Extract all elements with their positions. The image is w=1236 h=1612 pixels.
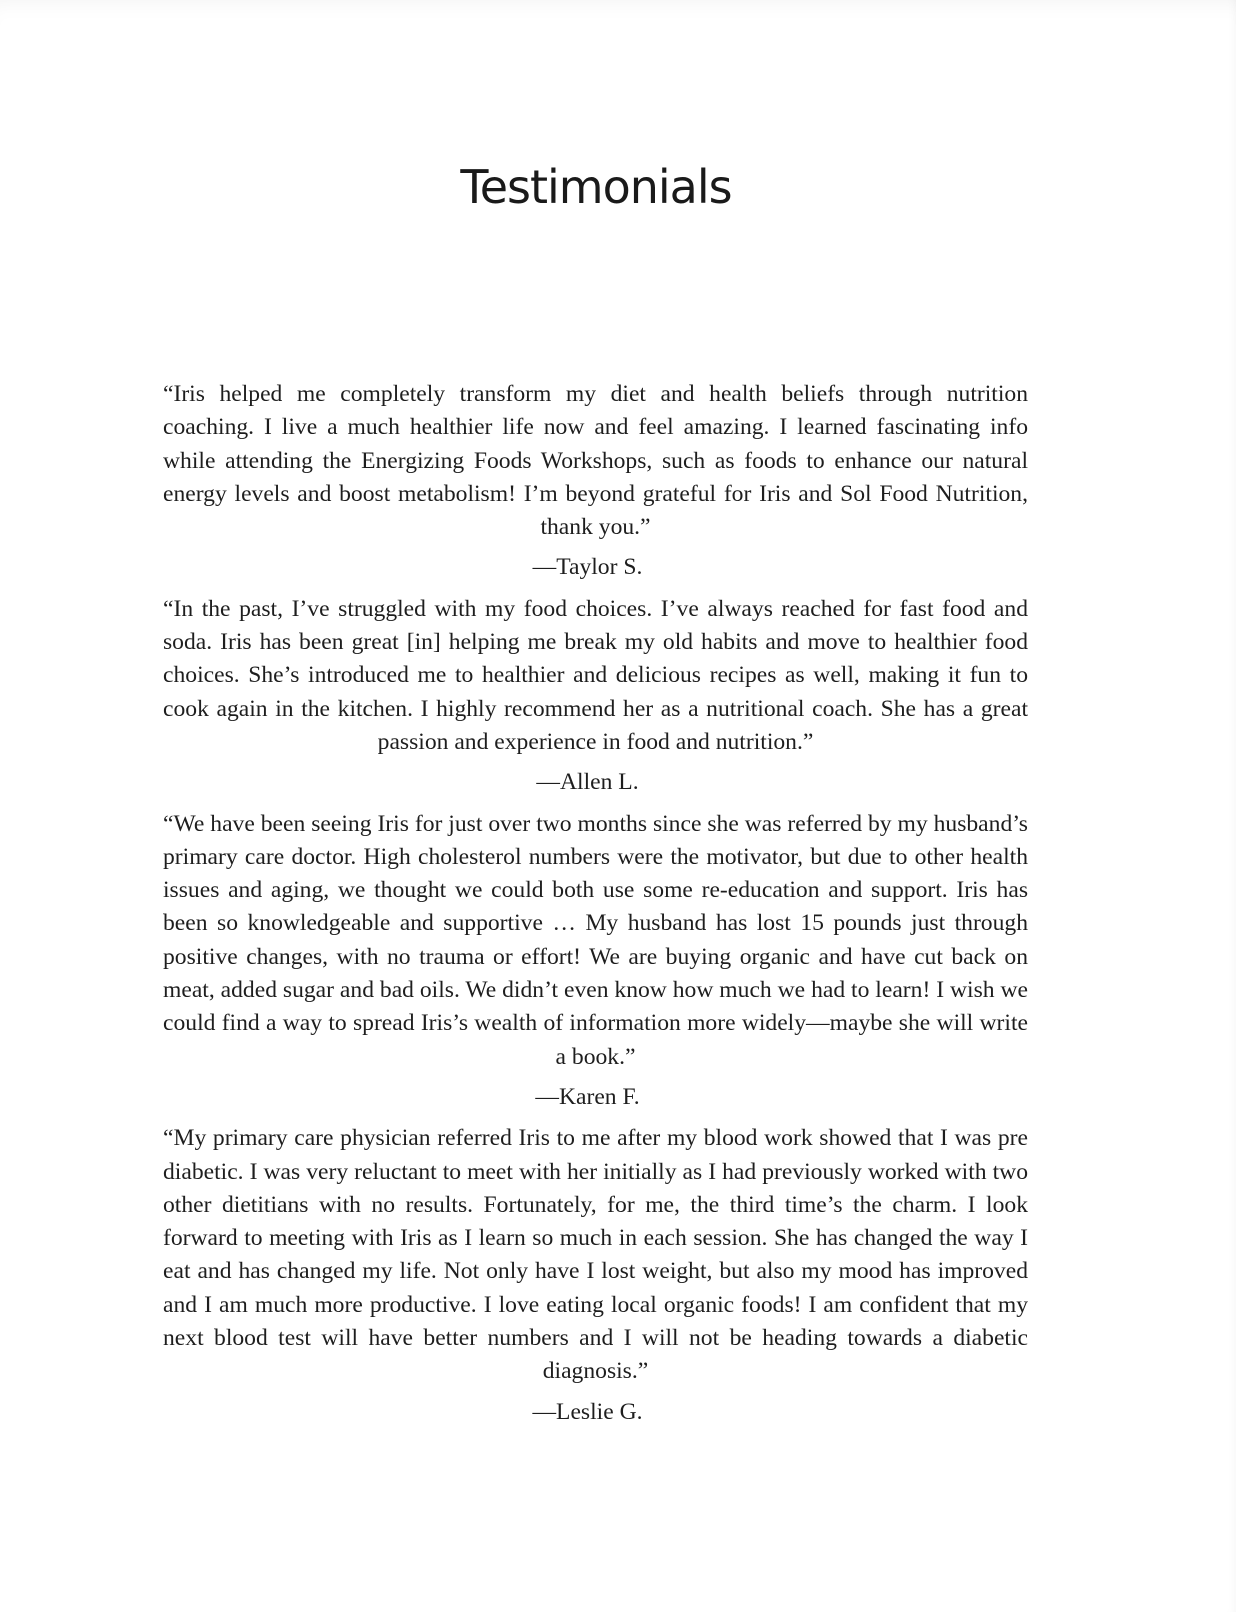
testimonial-quote: “We have been seeing Iris for just over two months since she was referred by my husband’s primary care doctor. High cholesterol numbers were the motivator, but due to other health issues and aging, we thought we could both use some re-education and support. Iris has been so knowledgeable and supportive … My husband has lost 15 pounds just through positive changes, with no trauma or effort! We are buying organic and have cut back on meat, added sugar and bad oils. We didn’t even know how much we had to learn! I wish we could find a way to spread Iris’s wealth of information more widely—maybe she will write a book.”	[163, 810, 1028, 1070]
testimonial-quote: “Iris helped me completely transform my diet and health beliefs through nutrition coaching. I live a much healthier life now and feel amazing. I learned fascinating info while attending the Energizing Foods Workshops, such as foods to enhance our natural energy levels and boost metabolism! I’m beyond grateful for Iris and Sol Food Nutrition, thank you.”	[163, 381, 1028, 541]
testimonial-quote: “My primary care physician referred Iris to me after my blood work showed that I was pre diabetic. I was very reluctant to meet with her initially as I had previously worked with two other dietitians with no results. Fortunately, for me, the third time’s the charm. I look forward to meeting with Iris as I learn so much in each session. She has changed the way I eat and has changed my life. Not only have I lost weight, but also my mood has improved and I am much more productive. I love eating local organic foods! I am confident that my next blood test will have better numbers and I will not be heading towards a diabetic diagnosis.”	[163, 1125, 1028, 1385]
testimonial-author: —Allen L.	[536, 769, 639, 796]
testimonial-author: —Taylor S.	[532, 554, 643, 581]
testimonial-quote: “In the past, I’ve struggled with my food choices. I’ve always reached for fast food and soda. Iris has been great [in] helping me break my old habits and move to healthier food choices. She’s introduced me to healthier and delicious recipes as well, making it fun to cook again in the kitchen. I highly recommend her as a nutritional coach. She has a great passion and experience in food and nutrition.”	[163, 595, 1028, 755]
testimonials-list	[163, 378, 1028, 1437]
testimonial-author: —Leslie G.	[532, 1398, 643, 1425]
testimonial-author: —Karen F.	[535, 1083, 640, 1110]
page-title: Testimonials	[460, 160, 732, 214]
